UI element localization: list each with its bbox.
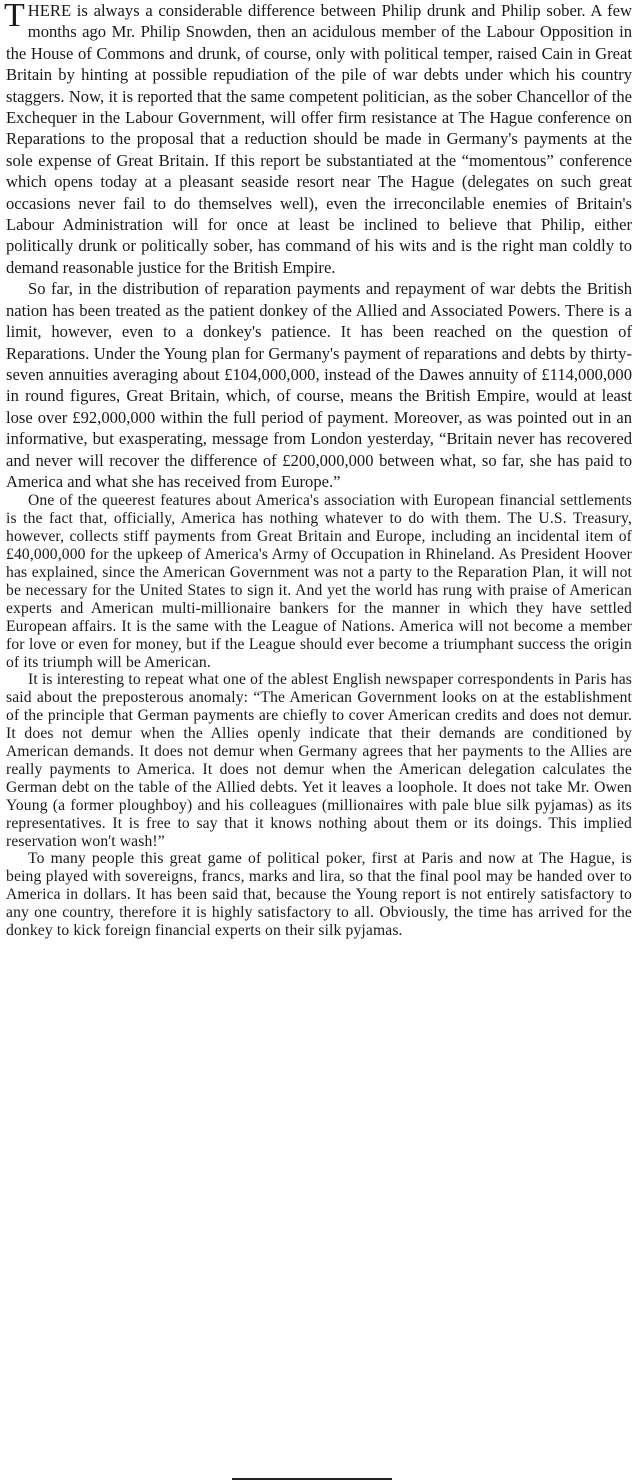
paragraph-1-text: HERE is always a considerable difference between Philip drunk and Philip sober. A few months ago Mr. Philip Snowden, then an acidulous member of the Labour Opposition in the House of Commons and drunk, of course, only with political temper, raised Cain in Great Britain by hinting at possible repudiation of the pile of war debts under which his country staggers. Now, it is reported that the same competent politician, as the sober Chancellor of the Exchequer in the Labour Government, will offer firm resistance at The Hague conference on Reparations to the proposal that a reduction should be made in Germany's payments at the sole expense of Great Britain. If this report be substantiated at the “momentous” conference which opens today at a pleasant seaside resort near The Hague (delegates on such great occasions never fail to do themselves well), even the irreconcilable enemies of Britain's Labour Administration will for once at least be inclined to believe that Philip, either politically drunk or politically sober, has command of his wits and is the right man coldly to demand reasonable justice for the British Empire.	[6, 1, 632, 277]
article-paragraph-5: To many people this great game of political poker, first at Paris and now at The Hague, is being played with sovereigns, francs, marks and lira, so that the final pool may be handed over to America in dollars. It has been said that, because the Young report is not entirely satisfactory to any one country, therefore it is highly satisfactory to all. Obviously, the time has arrived for the donkey to kick foreign financial experts on their silk pyjamas.	[6, 850, 632, 940]
article-paragraph-1	[6, 0, 632, 278]
article-paragraph-4: It is interesting to repeat what one of the ablest English newspaper correspondents in Paris has said about the preposterous anomaly: “The American Government looks on at the establishment of the principle that German payments are chiefly to cover American credits and does not demur. It does not demur when the Allies openly indicate that their demands are conditioned by American demands. It does not demur when Germany agrees that her payments to the Allies are really payments to America. It does not demur when the American delegation calculates the German debt on the table of the Allied debts. Yet it leaves a loophole. It does not take Mr. Owen Young (a former ploughboy) and his colleagues (millionaires with pale blue silk pyjamas) as its representatives. It is free to say that it knows nothing about them or its doings. This implied reservation won't wash!”	[6, 671, 632, 850]
end-rule-divider	[232, 1478, 392, 1480]
article-paragraph-2: So far, in the distribution of reparation payments and repayment of war debts the British nation has been treated as the patient donkey of the Allied and Associated Powers. There is a limit, however, even to a donkey's patience. It has been reached on the question of Reparations. Under the Young plan for Germany's payment of reparations and debts by thirty-seven annuities averaging about £104,000,000, instead of the Dawes annuity of £114,000,000 in round figures, Great Britain, which, of course, means the British Empire, would at least lose over £92,000,000 within the full period of payment. Moreover, as was pointed out in an informative, but exasperating, message from London yesterday, “Britain never has recovered and never will recover the difference of £200,000,000 between what, so far, she has paid to America and what she has received from Europe.”	[6, 279, 632, 491]
drop-cap: T	[4, 0, 25, 34]
article-paragraph-3: One of the queerest features about America's association with European financial settlements is the fact that, officially, America has nothing whatever to do with them. The U.S. Treasury, however, collects stiff payments from Great Britain and Europe, including an incidental item of £40,000,000 for the upkeep of America's Army of Occupation in Rhineland. As President Hoover has explained, since the American Government was not a party to the Reparation Plan, it will not be necessary for the United States to sign it. And yet the world has rung with praise of American experts and American multi-millionaire bankers for the manner in which they have settled European affairs. It is the same with the League of Nations. America will not become a member for love or even for money, but if the League should ever become a triumphant success the origin of its triumph will be American.	[6, 492, 632, 671]
article-column	[6, 0, 632, 940]
